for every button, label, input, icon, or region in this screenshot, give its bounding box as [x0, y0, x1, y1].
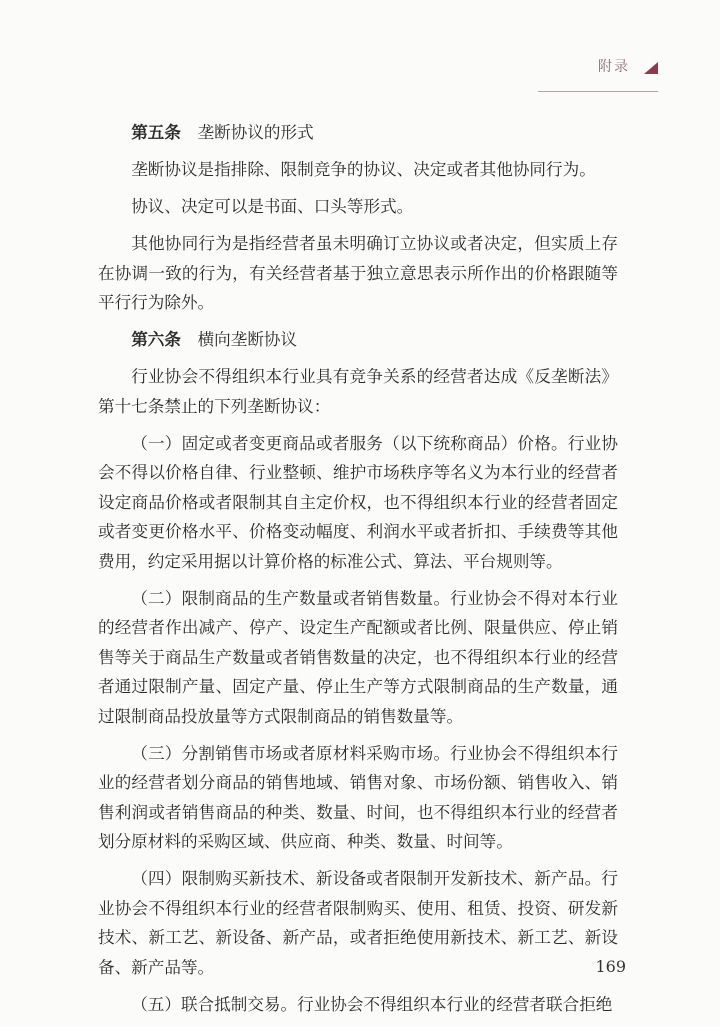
body-paragraph: 垄断协议是指排除、限制竞争的协议、决定或者其他协同行为。 — [131, 160, 596, 179]
body-paragraph: （二）限制商品的生产数量或者销售数量。行业协会不得对本行业的经营者作出减产、停产、设定生产配额或者比例、限量供应、停止销售等关于商品生产数量或者销售数量的决定，也不得组织本行业的经营者通过限制产量、固定产量、停止生产等方式限制商品的生产数量，通过限制商品投放量等方式限制商品的销售数量等。 — [98, 588, 618, 726]
body-paragraph: 其他协同行为是指经营者虽未明确订立协议或者决定，但实质上存在协调一致的行为，有关经营者基于独立意思表示所作出的价格跟随等平行行为除外。 — [98, 234, 618, 312]
running-header — [538, 52, 658, 92]
article-heading — [98, 325, 618, 355]
body-paragraph: 行业协会不得组织本行业具有竞争关系的经营者达成《反垄断法》第十七条禁止的下列垄断协议： — [98, 367, 618, 416]
article-number: 第五条 — [131, 122, 181, 142]
document-body — [98, 118, 618, 1027]
article-title: 垄断协议的形式 — [197, 123, 314, 142]
header-rule — [538, 91, 658, 92]
header-label: 附录 — [598, 59, 630, 75]
body-paragraph: （三）分割销售市场或者原材料采购市场。行业协会不得组织本行业的经营者划分商品的销售地域、销售对象、市场份额、销售收入、销售利润或者销售商品的种类、数量、时间，也不得组织本行业的经营者划分原材料的采购区域、供应商、种类、数量、时间等。 — [98, 743, 618, 851]
body-paragraph: （一）固定或者变更商品或者服务（以下统称商品）价格。行业协会不得以价格自律、行业整顿、维护市场秩序等名义为本行业的经营者设定商品价格或者限制其自主定价权，也不得组织本行业的经营者固定或者变更价格水平、价格变动幅度、利润水平或者折扣、手续费等其他费用，约定采用据以计算价格的标准公式、算法、平台规则等。 — [98, 433, 618, 571]
article-title: 横向垄断协议 — [197, 330, 298, 349]
triangle-mark-icon — [644, 62, 658, 74]
body-paragraph: 协议、决定可以是书面、口头等形式。 — [131, 197, 414, 216]
body-paragraph: （四）限制购买新技术、新设备或者限制开发新技术、新产品。行业协会不得组织本行业的经营者限制购买、使用、租赁、投资、研发新技术、新工艺、新设备、新产品，或者拒绝使用新技术、新工艺、新设备、新产品等。 — [98, 869, 618, 977]
body-paragraph: （五）联合抵制交易。行业协会不得组织本行业的经营者联合拒绝 — [131, 994, 613, 1014]
page-number: 169 — [595, 957, 626, 976]
article-number: 第六条 — [131, 329, 181, 349]
article-heading — [98, 118, 618, 148]
